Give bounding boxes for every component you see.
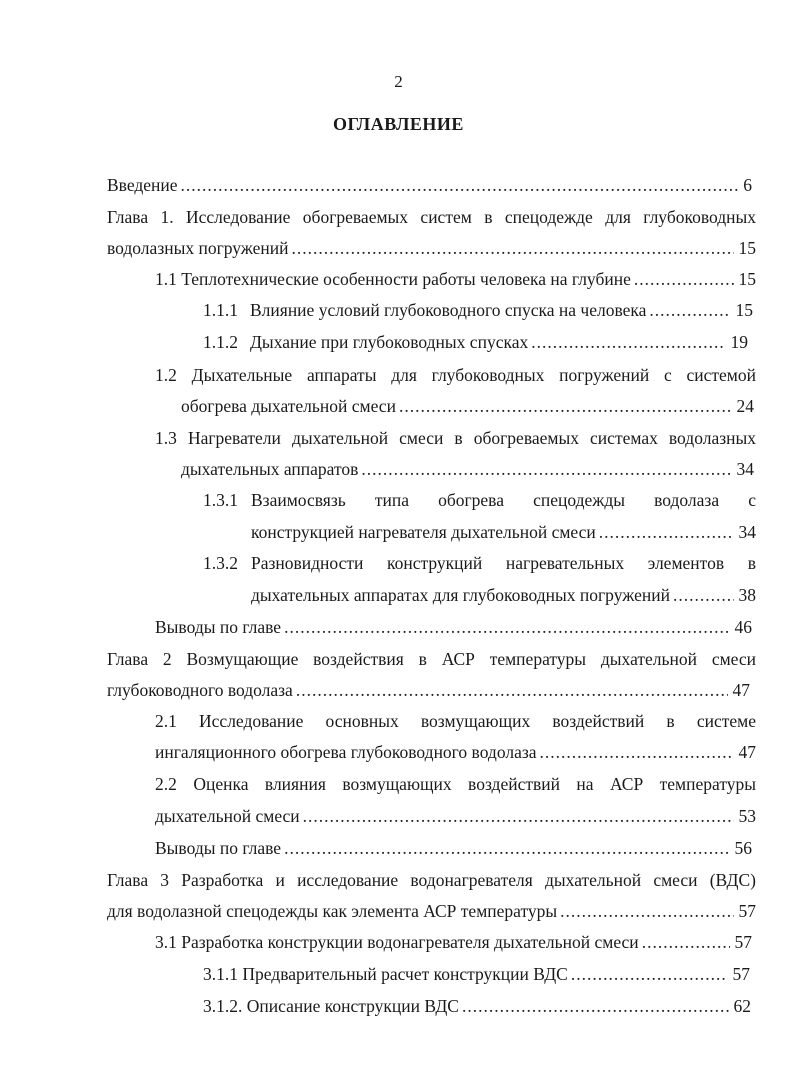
toc-entry-ch2-line1[interactable] [107,648,756,670]
toc-leader [571,963,728,985]
toc-page: 34 [738,522,756,542]
toc-page: 57 [734,932,752,952]
toc-leader [296,679,728,701]
toc-page: 46 [734,617,752,637]
toc-entry-ch3[interactable] [107,900,756,922]
toc-leader [642,931,730,953]
toc-entry-1-2-line1[interactable] [155,364,756,386]
toc-num: 1.3.2 [203,553,238,573]
toc-entry-3-1-1[interactable] [203,963,750,985]
toc-leader [303,805,734,827]
toc-entry-1-1-1[interactable] [203,299,753,321]
toc-page: 19 [730,332,748,352]
toc-entry-1-2[interactable] [181,395,754,417]
toc-entry-2-2-line1[interactable] [155,773,756,795]
toc-num: 1.3.1 [203,490,238,510]
toc-page: 15 [738,238,756,258]
toc-text: 1.2 Дыхательные аппараты для глубоководных погружений с системой [155,365,756,385]
toc-text: 3.1.2. Описание конструкции ВДС [203,996,459,1016]
toc-text: Разновидности конструкций нагревательных элементов в [251,553,756,573]
toc-entry-intro[interactable] [107,174,752,196]
toc-leader [292,237,734,259]
toc-page: 53 [738,806,756,826]
toc-text: водолазных погружений [107,238,289,258]
toc-text: 3.1 Разработка конструкции водонагревателя дыхательной смеси [155,932,639,952]
toc-entry-1-3-1-line1[interactable] [203,489,756,511]
toc-page: 62 [733,996,751,1016]
toc-page: 57 [732,964,750,984]
toc-entry-1-3[interactable] [181,458,754,480]
toc-text: Дыхание при глубоководных спусках [250,332,529,352]
toc-text: ингаляционного обогрева глубоководного водолаза [155,742,537,762]
toc-entry-ch1[interactable] [107,237,756,259]
toc-text: Глава 1. Исследование обогреваемых систем в спецодежде для глубоководных [107,207,756,227]
toc-leader [399,395,732,417]
toc-page: 6 [743,175,752,195]
toc-text: дыхательной смеси [155,806,300,826]
toc-text: 1.1 Теплотехнические особенности работы человека на глубине [155,269,631,289]
toc-page: 24 [736,396,754,416]
toc-text: Введение [107,175,178,195]
toc-text: 1.3 Нагреватели дыхательной смеси в обогреваемых системах водолазных [155,428,756,448]
toc-text: Выводы по главе [155,838,282,858]
toc-page: 57 [738,901,756,921]
toc-page: 15 [735,300,753,320]
toc-entry-2-2[interactable] [155,805,756,827]
toc-entry-1-3-1[interactable] [251,521,756,543]
toc-entry-1-1-2[interactable] [203,331,748,353]
toc-text: дыхательных аппаратах для глубоководных погружений [251,585,670,605]
toc-text: глубоководного водолаза [107,680,293,700]
toc-entry-1-1[interactable] [155,268,756,290]
toc-entry-2-1[interactable] [155,741,756,763]
toc-entry-ch2[interactable] [107,679,750,701]
toc-text: обогрева дыхательной смеси [181,396,396,416]
toc-entry-ch1-line1[interactable] [107,206,756,228]
page-title: ОГЛАВЛЕНИЕ [333,114,464,134]
toc-text: Выводы по главе [155,617,282,637]
toc-page: 34 [736,459,754,479]
toc-leader [599,521,734,543]
toc-text: дыхательных аппаратов [181,459,359,479]
toc-text: Глава 2 Возмущающие воздействия в АСР температуры дыхательной смеси [107,649,756,669]
toc-leader [181,174,739,196]
toc-leader [560,900,733,922]
toc-num: 1.1.1 [203,300,238,320]
toc-text: Влияние условий глубоководного спуска на человека [250,300,647,320]
toc-page: 47 [738,742,756,762]
toc-page: 56 [734,838,752,858]
toc-entry-conclusions-1[interactable] [155,616,752,638]
toc-leader [284,616,729,638]
toc-leader [462,995,729,1017]
toc-text: Глава 3 Разработка и исследование водонагревателя дыхательной смеси (ВДС) [107,870,756,890]
toc-entry-1-3-2-line1[interactable] [203,552,756,574]
toc-entry-conclusions-2[interactable] [155,837,752,859]
toc-text: для водолазной спецодежды как элемента АСР температуры [107,901,558,921]
toc-leader [634,268,734,290]
toc-text: 2.2 Оценка влияния возмущающих воздействий на АСР температуры [155,774,756,794]
toc-num: 1.1.2 [203,332,238,352]
toc-page: 15 [738,269,756,289]
toc-text: 3.1.1 Предварительный расчет конструкции ВДС [203,964,568,984]
toc-leader [284,837,729,859]
toc-leader [531,331,725,353]
toc-entry-3-1[interactable] [155,931,752,953]
toc-page: 47 [732,680,750,700]
toc-leader [649,299,730,321]
toc-entry-ch3-line1[interactable] [107,869,756,891]
toc-text: 2.1 Исследование основных возмущающих воздействий в системе [155,711,756,731]
toc-entry-1-3-line1[interactable] [155,427,756,449]
toc-entry-1-3-2[interactable] [251,584,756,606]
toc-leader [361,458,731,480]
toc-leader [673,584,734,606]
toc-text: Взаимосвязь типа обогрева спецодежды водолаза с [251,490,756,510]
toc-entry-2-1-line1[interactable] [155,710,756,732]
toc-page: 38 [738,585,756,605]
toc-leader [540,741,734,763]
page-number: 2 [394,72,403,91]
toc-entry-3-1-2[interactable] [203,995,751,1017]
toc-text: конструкцией нагревателя дыхательной смеси [251,522,596,542]
